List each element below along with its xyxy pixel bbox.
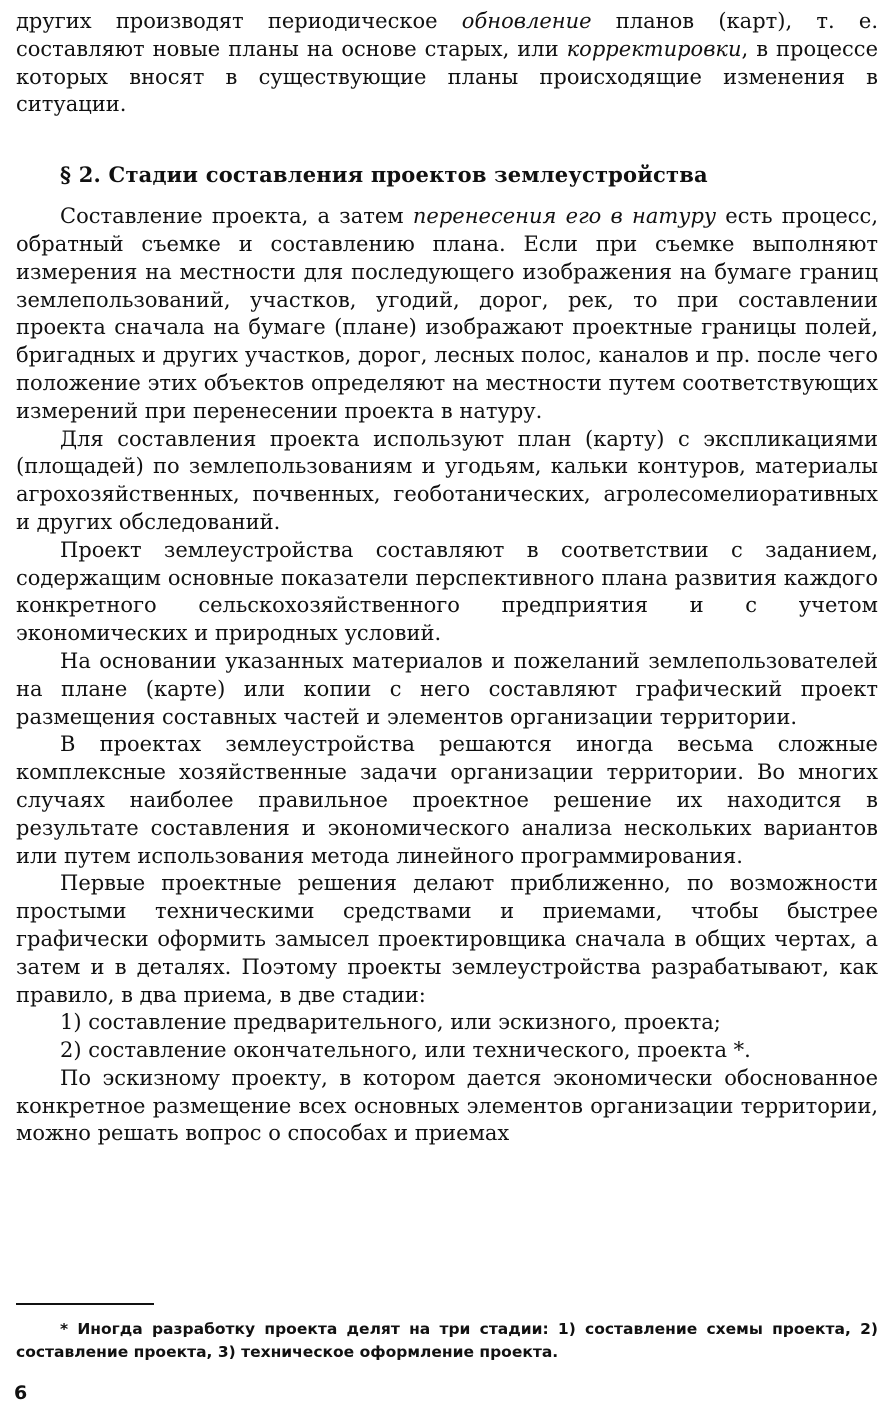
paragraph-7: По эскизному проекту, в котором дается экономически обоснованное конкретное размещение всех основных элементов организации территории, можно решать вопрос о способах и приемах	[16, 1065, 878, 1146]
term-update: обновление	[461, 9, 592, 33]
paragraph-3: Проект землеустройства составляют в соответствии с заданием, содержащим основные показатели перспективного плана развития каждого конкретного сельскохозяйственного предприятия и с учетом экономических и природных условий.	[16, 537, 878, 646]
list-item-1: 1) составление предварительного, или эскизного, проекта;	[60, 1010, 721, 1035]
paragraph-4: На основании указанных материалов и пожеланий землепользователей на плане (карте) или копии с него составляют графический проект размещения составных частей и элементов организации территории.	[16, 648, 878, 729]
page-body	[16, 8, 878, 1148]
intro-paragraph: других производят периодическое обновление планов (карт), т. е. составляют новые планы на основе старых, или корректировки, в процессе которых вносят в существующие планы происходящие изменения в ситуации.	[16, 9, 878, 117]
section-heading: § 2. Стадии составления проектов землеустройства	[60, 162, 708, 188]
term-transfer: перенесения его в натуру	[412, 204, 717, 229]
paragraph-2: Для составления проекта используют план (карту) с экспликациями (площадей) по землепользованиям и угодьям, кальки контуров, материалы агрохозяйственных, почвенных, геоботанических, агролесомелиоративных и других обследований.	[16, 426, 878, 534]
paragraph-6: Первые проектные решения делают приближенно, по возможности простыми техническими средствами и приемами, чтобы быстрее графически оформить замысел проектировщика сначала в общих чертах, а затем и в деталях. Поэтому проекты землеустройства разрабатывают, как правило, в два приема, в две стадии:	[16, 871, 878, 1007]
page-number: 6	[14, 1382, 28, 1404]
footnote: * Иногда разработку проекта делят на три стадии: 1) составление схемы проекта, 2) составление проекта, 3) техническое оформление проекта.	[16, 1320, 878, 1361]
term-correction: корректировки	[566, 36, 742, 61]
paragraph-5: В проектах землеустройства решаются иногда весьма сложные комплексные хозяйственные задачи организации территории. Во многих случаях наиболее правильное проектное решение их находится в результате составления и экономического анализа нескольких вариантов или путем использования метода линейного программирования.	[16, 732, 878, 868]
list-item-2: 2) составление окончательного, или технического, проекта *.	[60, 1038, 751, 1063]
footnote-divider	[16, 1303, 154, 1305]
paragraph-1: Составление проекта, а затем перенесения его в натуру есть процесс, обратный съемке и составлению плана. Если при съемке выполняют измерения на местности для последующего изображения на бумаге границ землепользований, участков, угодий, дорог, рек, то при составлении проекта сначала на бумаге (плане) изображают проектные границы полей, бригадных и других участков, дорог, лесных полос, каналов и пр. после чего положение этих объектов определяют на местности путем соответствующих измерений при перенесении проекта в натуру.	[16, 204, 878, 423]
